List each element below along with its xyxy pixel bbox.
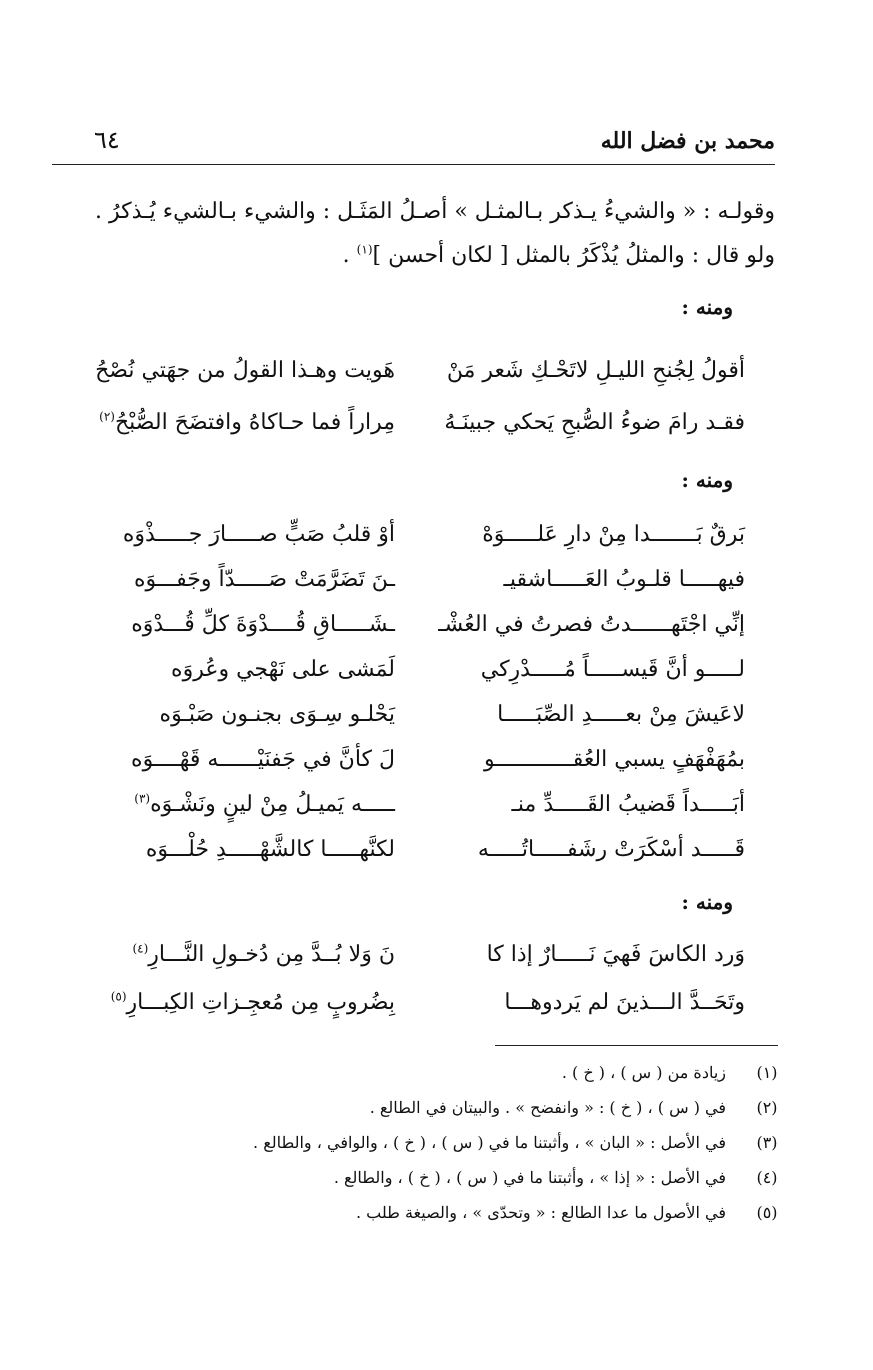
- verse-line: [80, 410, 745, 462]
- footnote-number: (٢): [756, 1098, 778, 1117]
- poem-block: [80, 522, 745, 882]
- first-hemistich: فقـد رامَ ضوءُ الصُّبحِ يَحكي جبينَـهُ: [444, 410, 745, 435]
- footnote-text: زيادة من ( س ) ، ( خ ) .: [561, 1063, 726, 1082]
- prose-text: .: [342, 243, 357, 268]
- first-hemistich: فيهـــــا قلـوبُ العَـــــاشقيـ: [503, 567, 745, 592]
- footnote-divider: [495, 1045, 778, 1046]
- verse-line: [80, 837, 745, 882]
- footnote: [60, 1055, 781, 1090]
- second-hemistich: [80, 702, 395, 727]
- poem-intro: ومنه :: [681, 468, 733, 492]
- hemistich-text: أوْ قلبُ صَبٍّ صـــــارَ جـــــذْوَه: [122, 522, 395, 547]
- commentary-paragraph: [52, 190, 775, 278]
- prose-text: ولو قال : والمثلُ يُذْكَرُ بالمثل [ لكان أحسن ]: [372, 243, 775, 268]
- footnote: [60, 1160, 781, 1195]
- verse-line: [80, 612, 745, 657]
- second-hemistich: [80, 837, 395, 862]
- footnote-ref: (٣): [134, 791, 151, 806]
- footnote-number: (٣): [756, 1133, 778, 1152]
- hemistich-text: بِضُروبٍ مِن مُعجِـزاتِ الكِبـــارِ: [126, 990, 395, 1015]
- second-hemistich: [80, 522, 395, 547]
- verse-line: [80, 358, 745, 410]
- verse-line: [80, 567, 745, 612]
- second-hemistich: [80, 747, 395, 772]
- poem-block: [80, 358, 745, 462]
- prose-line: وقولـه : « والشيءُ يـذكر بـالمثـل » أصـلُ المَثَـل : والشيء بـالشيء يُـذكرُ .: [95, 199, 775, 224]
- first-hemistich: وتَحَــدَّ الـــذينَ لم يَردوهـــا: [504, 990, 745, 1015]
- verse-line: [80, 990, 745, 1038]
- hemistich-text: ـشَـــــاقِ قُــــدْوَةَ كلِّ قُـــدْوَه: [131, 612, 395, 637]
- footnote-text: في ( س ) ، ( خ ) : « وانفضح » . والبيتان في الطالع .: [369, 1098, 726, 1117]
- page-number: ٦٤: [94, 126, 120, 154]
- verse-line: [80, 942, 745, 990]
- footnotes: [60, 1055, 781, 1230]
- footnote-text: في الأصل : « البان » ، وأثبتنا ما في ( س ) ، ( خ ) ، والوافي ، والطالع .: [253, 1133, 726, 1152]
- verse-line: [80, 657, 745, 702]
- verse-line: [80, 522, 745, 567]
- first-hemistich: وَرد الكاسَ فَهيَ نَـــــارٌ إذا كا: [486, 942, 745, 967]
- footnote: [60, 1195, 781, 1230]
- hemistich-text: يَحْلـو سِـوَى بجنـون صَبْـوَه: [159, 702, 395, 727]
- first-hemistich: أبَـــــداً قَضيبُ القَـــــدِّ منـ: [511, 792, 745, 817]
- hemistich-text: هَويت وهـذا القولُ من جهَتي نُصْحُ: [95, 358, 395, 383]
- first-hemistich: بمُهَفْهَفٍ يسبي العُقــــــــــــو: [483, 747, 745, 772]
- first-hemistich: أقولُ لِجُنحِ الليـلِ لاتَحْـكِ شَعر مَنْ: [446, 358, 745, 383]
- verse-line: [80, 747, 745, 792]
- verse-line: [80, 792, 745, 837]
- second-hemistich: [80, 942, 395, 967]
- footnote-number: (٤): [756, 1168, 778, 1187]
- hemistich-text: لَمَشى على نَهْجي وعُروَه: [171, 657, 395, 682]
- second-hemistich: [80, 792, 395, 817]
- footnote-number: (١): [756, 1063, 778, 1082]
- first-hemistich: قَـــــد أسْكَرَتْ رشَفـــــاتُـــــه: [477, 837, 745, 862]
- hemistich-text: مِراراً فما حـاكاهُ وافتضَحَ الصُّبْحُ: [114, 410, 395, 435]
- second-hemistich: [80, 657, 395, 682]
- footnote-ref: (٢): [99, 409, 115, 424]
- first-hemistich: لـــــو أنَّ قَيســـــاً مُـــــدْرِكي: [480, 657, 745, 682]
- second-hemistich: [80, 567, 395, 592]
- footnote-text: في الأصول ما عدا الطالع : « وتحدّى » ، والصيغة طلب .: [355, 1203, 726, 1222]
- running-head: محمد بن فضل الله: [600, 128, 775, 154]
- footnote-ref: (٥): [110, 989, 127, 1004]
- footnote-number: (٥): [756, 1203, 778, 1222]
- poem-intro: ومنه :: [681, 890, 733, 914]
- footnote-text: في الأصل : « إذا » ، وأثبتنا ما في ( س ) ، ( خ ) ، والطالع .: [333, 1168, 726, 1187]
- second-hemistich: [80, 990, 395, 1015]
- footnote: [60, 1090, 781, 1125]
- hemistich-text: ـــــه يَميـلُ مِنْ لينٍ ونَشْـوَه: [150, 792, 395, 817]
- poem-block: [80, 942, 745, 1038]
- second-hemistich: [80, 612, 395, 637]
- page-header: [52, 120, 775, 165]
- first-hemistich: بَرقٌ بَـــــــدا مِنْ دارِ عَلـــــوَهْ: [482, 522, 745, 547]
- second-hemistich: [80, 410, 395, 435]
- first-hemistich: لاعَيشَ مِنْ بعـــــدِ الصِّبَـــــا: [497, 702, 745, 727]
- prose-line: [52, 234, 775, 278]
- hemistich-text: ـنَ تَضَرَّمَتْ صَـــــدّاً وجَفـــوَه: [133, 567, 395, 592]
- hemistich-text: لكنَّهـــــا كالشَّهْـــــدِ حُلْـــوَه: [145, 837, 395, 862]
- footnote: [60, 1125, 781, 1160]
- second-hemistich: [80, 358, 395, 383]
- footnote-ref: (٤): [132, 941, 149, 956]
- first-hemistich: إنِّي اجْتَهــــــدتُ فصرتُ في العُشْـ: [438, 612, 745, 637]
- footnote-ref: (١): [356, 242, 373, 257]
- hemistich-text: لَ كأنَّ في جَفنَيْــــــه قَهْــــوَه: [131, 747, 395, 772]
- hemistich-text: نَ وَلا بُــدَّ مِن دُخـولِ النَّـــارِ: [148, 942, 395, 967]
- verse-line: [80, 702, 745, 747]
- poem-intro: ومنه :: [681, 295, 733, 319]
